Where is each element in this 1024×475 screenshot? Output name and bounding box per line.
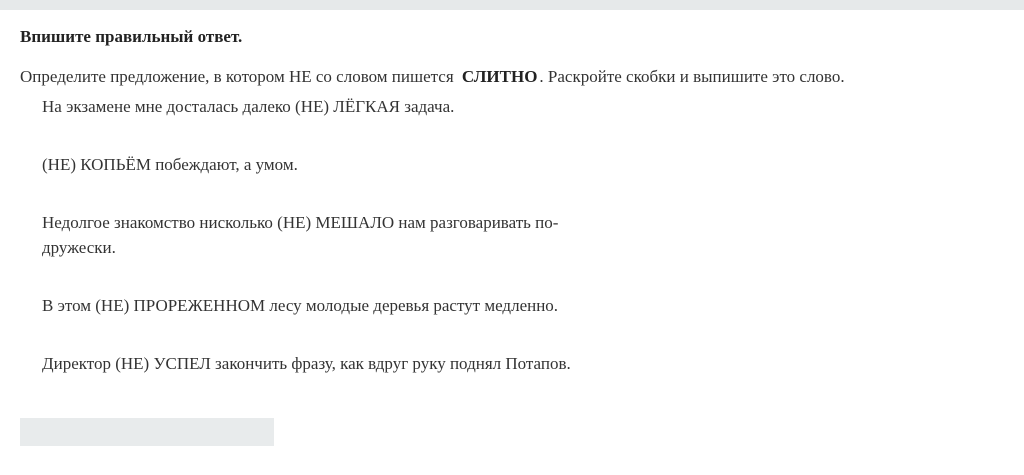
sentence-item-2: (НЕ) КОПЬЁМ побеждают, а умом. <box>42 155 298 174</box>
question-text-after: . Раскройте скобки и выпишите это слово. <box>539 67 845 86</box>
top-bar <box>0 0 1024 10</box>
sentence-item-4: В этом (НЕ) ПРОРЕЖЕННОМ лесу молодые деревья растут медленно. <box>42 296 559 315</box>
question-keyword: СЛИТНО <box>461 67 538 86</box>
sentence-item-1: На экзамене мне досталась далеко (НЕ) ЛЁГКАЯ задача. <box>42 97 455 116</box>
sentence-item-3: Недолгое знакомство нисколько (НЕ) МЕШАЛО нам разговаривать по-дружески. <box>42 213 559 257</box>
task-container <box>20 26 1010 409</box>
sentence-item-5: Директор (НЕ) УСПЕЛ закончить фразу, как вдруг руку поднял Потапов. <box>42 354 571 373</box>
answer-input[interactable] <box>20 418 274 446</box>
question-text <box>20 66 1010 88</box>
question-text-before: Определите предложение, в котором НЕ со словом пишется <box>20 67 454 86</box>
sentence-list <box>20 94 1010 376</box>
task-heading: Впишите правильный ответ. <box>20 27 243 46</box>
